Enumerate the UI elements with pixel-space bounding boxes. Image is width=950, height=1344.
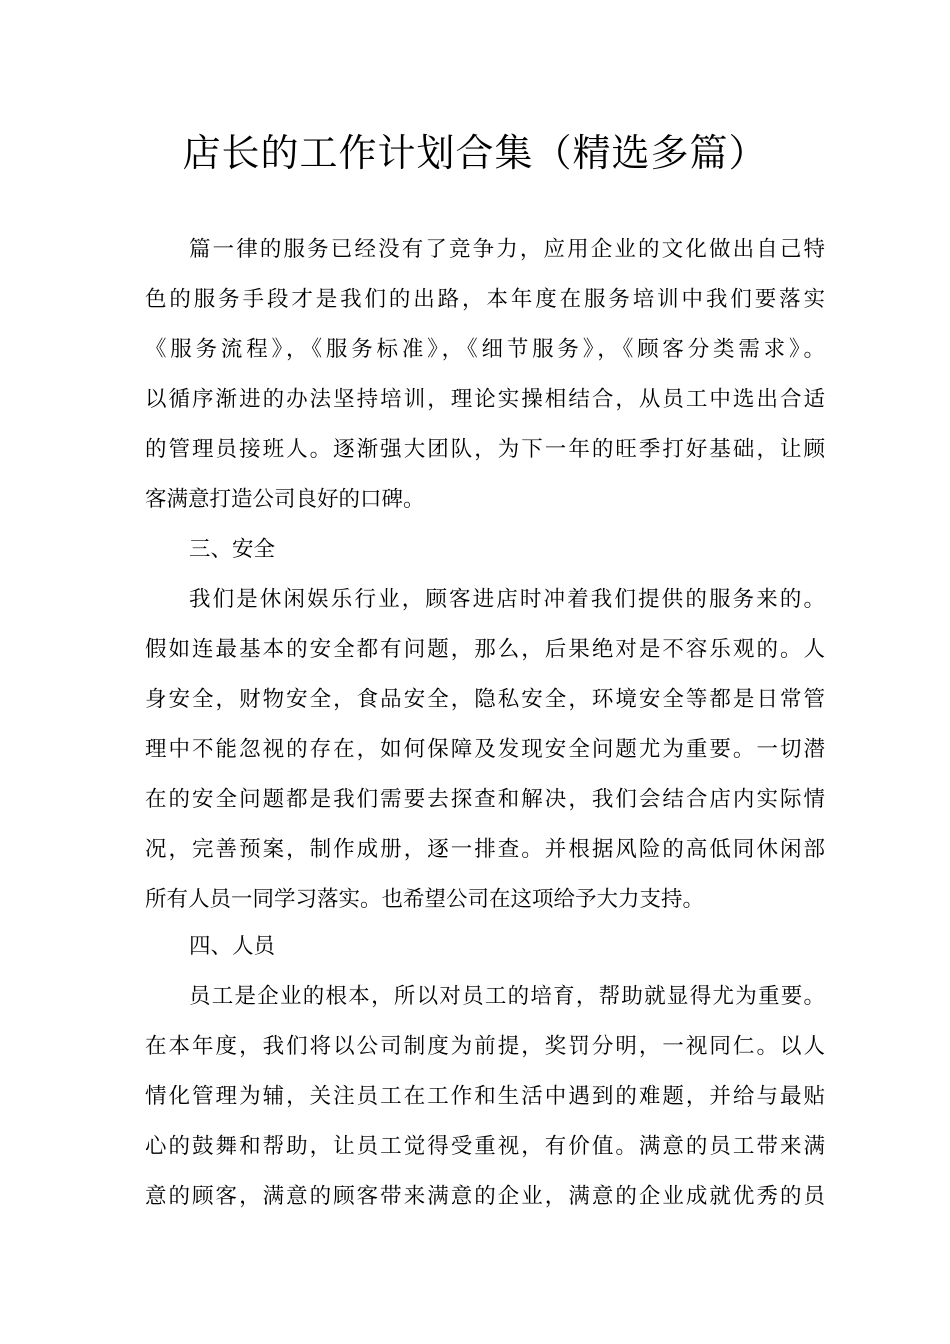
- paragraph-line: 色的服务手段才是我们的出路，本年度在服务培训中我们要落实: [145, 287, 825, 312]
- paragraph-line: 假如连最基本的安全都有问题，那么，后果绝对是不容乐观的。人: [145, 637, 825, 662]
- paragraph-line: 身安全，财物安全，食品安全，隐私安全，环境安全等都是日常管: [145, 687, 825, 712]
- paragraph-line: 员工是企业的根本，所以对员工的培育，帮助就显得尤为重要。: [189, 984, 825, 1009]
- paragraph-line: 理中不能忽视的存在，如何保障及发现安全问题尤为重要。一切潜: [145, 737, 825, 762]
- paragraph-line: 的管理员接班人。逐渐强大团队，为下一年的旺季打好基础，让顾: [145, 437, 825, 462]
- paragraph-line: 篇一律的服务已经没有了竞争力，应用企业的文化做出自己特: [189, 237, 825, 262]
- paragraph-line: 心的鼓舞和帮助，让员工觉得受重视，有价值。满意的员工带来满: [145, 1134, 825, 1159]
- paragraph-line: 客满意打造公司良好的口碑。: [145, 487, 425, 512]
- section-heading-safety: 三、安全: [189, 537, 276, 562]
- document-title: 店长的工作计划合集（精选多篇）: [182, 131, 768, 175]
- paragraph-line: 况，完善预案，制作成册，逐一排查。并根据风险的高低同休闲部: [145, 837, 825, 862]
- paragraph-line: 以循序渐进的办法坚持培训，理论实操相结合，从员工中选出合适: [145, 387, 825, 412]
- paragraph-line: 所有人员一同学习落实。也希望公司在这项给予大力支持。: [145, 887, 705, 912]
- section-heading-staff: 四、人员: [189, 934, 276, 959]
- paragraph-line: 情化管理为辅，关注员工在工作和生活中遇到的难题，并给与最贴: [145, 1084, 825, 1109]
- paragraph-line: 《服务流程》，《服务标准》，《细节服务》，《顾客分类需求》。: [145, 337, 825, 362]
- paragraph-line: 意的顾客，满意的顾客带来满意的企业，满意的企业成就优秀的员: [145, 1184, 825, 1209]
- paragraph-line: 在本年度，我们将以公司制度为前提，奖罚分明，一视同仁。以人: [145, 1034, 825, 1059]
- paragraph-line: 我们是休闲娱乐行业，顾客进店时冲着我们提供的服务来的。: [189, 587, 825, 612]
- paragraph-line: 在的安全问题都是我们需要去探查和解决，我们会结合店内实际情: [145, 787, 825, 812]
